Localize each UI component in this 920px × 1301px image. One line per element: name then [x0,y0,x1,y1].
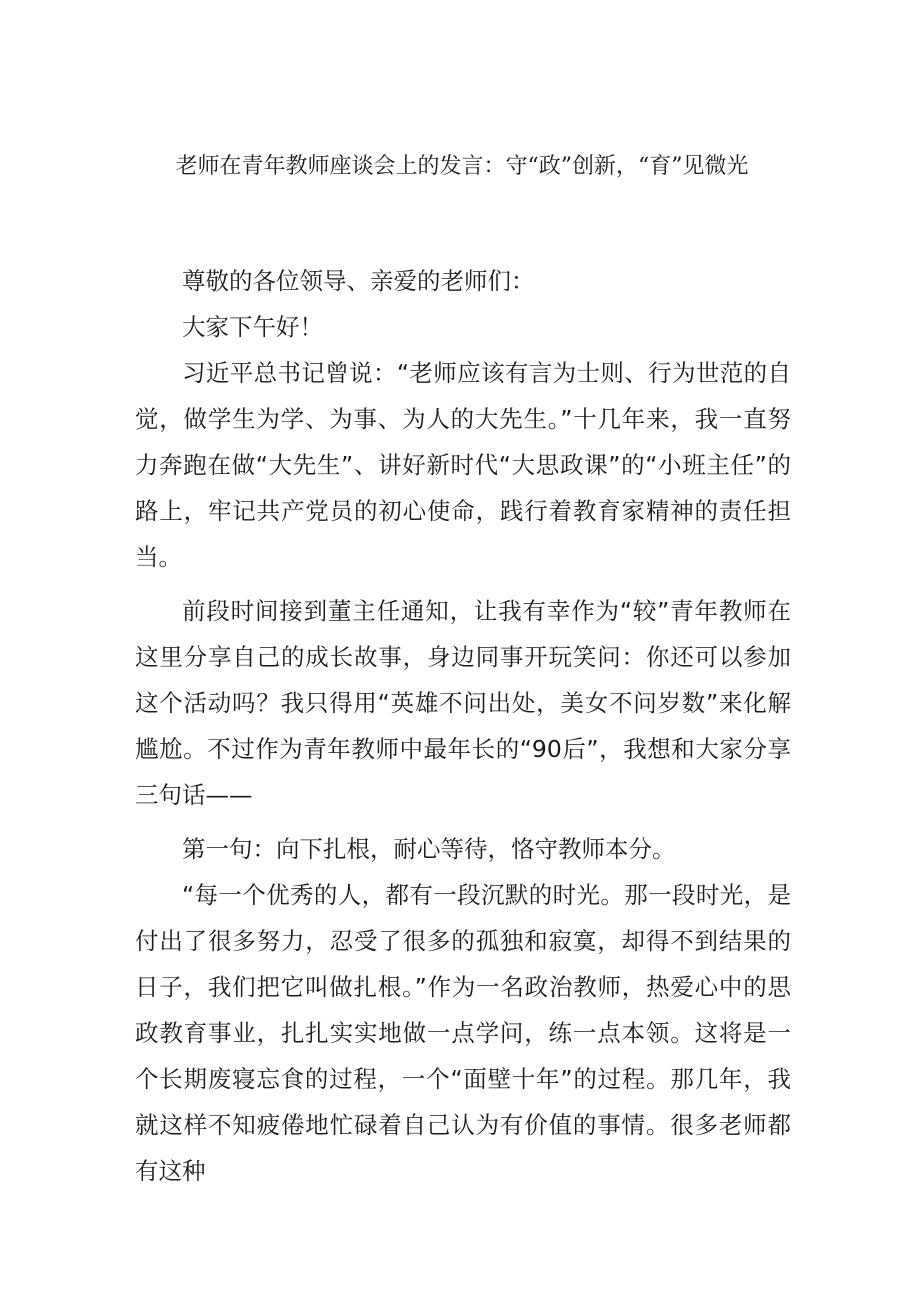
body-paragraph: 习近平总书记曾说：“老师应该有言为士则、行为世范的自觉，做学生为学、为事、为人的大先生。”十几年来，我一直努力奔跑在做“大先生”、讲好新时代“大思政课”的“小班主任”的路上，牢记共产党员的初心使命，践行着教育家精神的责任担当。 [135,359,791,571]
body-paragraph: 前段时间接到董主任通知，让我有幸作为“较”青年教师在这里分享自己的成长故事，身边同事开玩笑问：你还可以参加这个活动吗？我只得用“英雄不问出处，美女不问岁数”来化解尴尬。不过作为青年教师中最年长的“90后”，我想和大家分享三句话—— [135,597,791,809]
document-title: 老师在青年教师座谈会上的发言：守“政”创新，“育”见微光 [175,154,749,179]
body-paragraph: “每一个优秀的人，都有一段沉默的时光。那一段时光，是付出了很多努力，忍受了很多的孤独和寂寞，却得不到结果的日子，我们把它叫做扎根。”作为一名政治教师，热爱心中的思政教育事业，扎扎实实地做一点学问，练一点本领。这将是一个长期废寝忘食的过程，一个“面壁十年”的过程。那几年，我就这样不知疲倦地忙碌着自己认为有价值的事情。很多老师都有这种 [135,881,791,1185]
salutation-paragraph: 尊敬的各位领导、亲爱的老师们： [182,267,535,295]
document-body [135,258,791,1194]
section-heading-paragraph: 第一句：向下扎根，耐心等待，恪守教师本分。 [182,835,676,863]
greeting-paragraph: 大家下午好！ [182,313,323,341]
